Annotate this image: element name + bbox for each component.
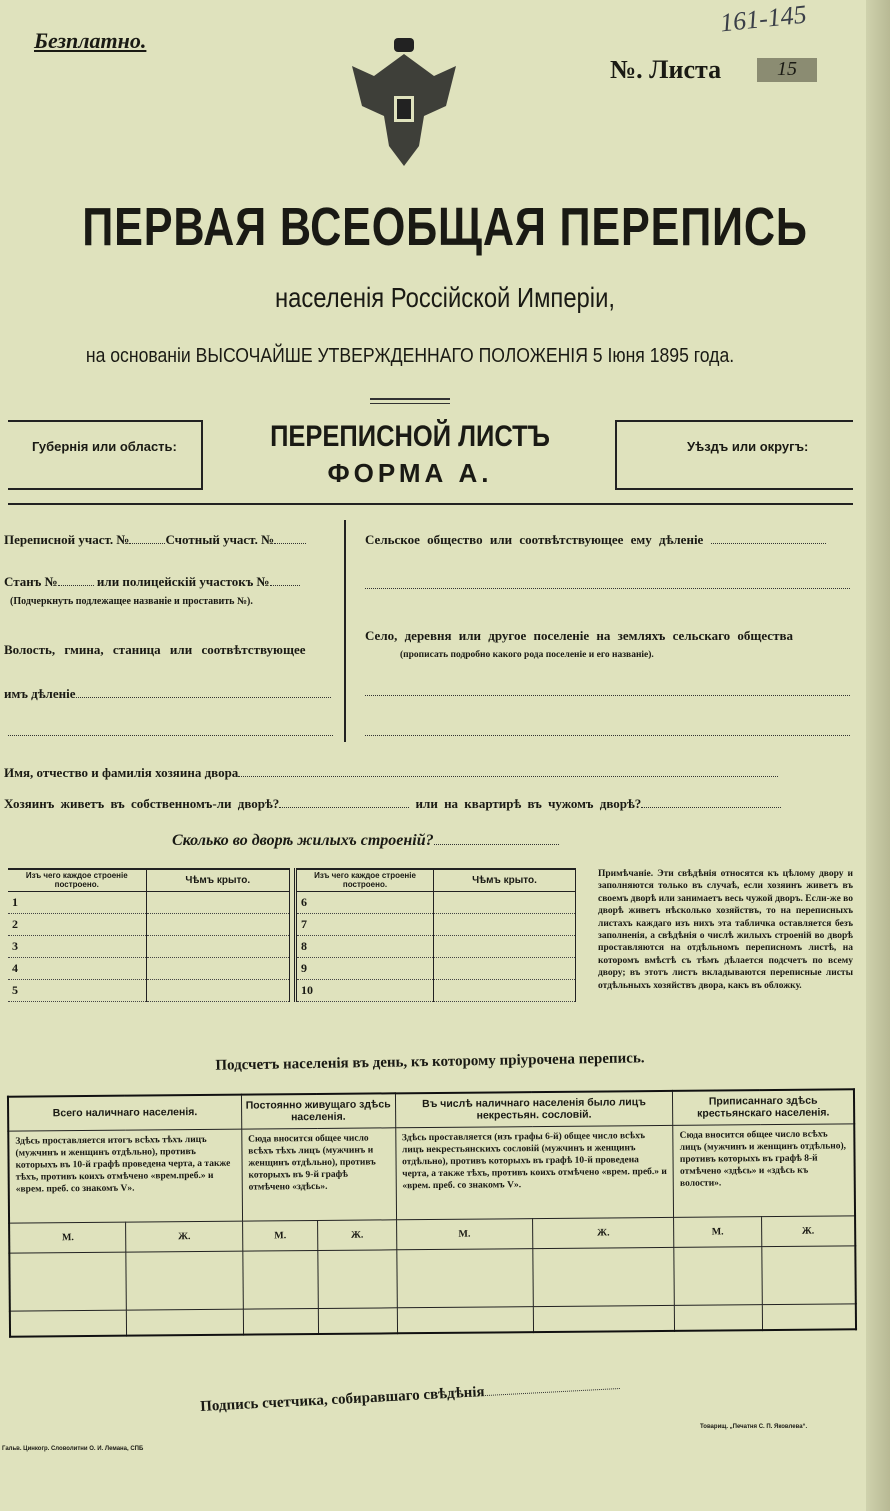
col-material: Изъ чего каждое строеніе построено. bbox=[8, 869, 146, 891]
table-row: 8 bbox=[296, 935, 576, 957]
province-box[interactable] bbox=[8, 420, 203, 490]
female-header: Ж. bbox=[533, 1217, 674, 1248]
village-label: Село, деревня или другое поселеніе на земляхъ сельскаго общества bbox=[365, 628, 793, 643]
owner-name-label: Имя, отчество и фамилія хозяина двора bbox=[4, 765, 239, 780]
col-desc: Здѣсь проставляется (изъ графы 6-й) общее число всѣхъ лицъ некрестьянскихъ сословій (мужчинъ и женщинъ отдѣльно), противъ которыхъ въ графѣ 10-й проведена черта, а также тѣхъ, противъ коихъ отмѣчено «врем. преб.» и «врем. преб. со знакомъ V». bbox=[395, 1125, 674, 1219]
page-title: ПЕРВАЯ ВСЕОБЩАЯ ПЕРЕПИСЬ bbox=[82, 197, 808, 257]
census-section-label: Переписной участ. № bbox=[4, 532, 130, 547]
police-label: или полицейскій участокъ № bbox=[96, 574, 270, 589]
volost-label: Волость, гмина, станица или соотвѣтствующее bbox=[4, 642, 306, 657]
col-permanent: Постоянно живущаго здѣсь населенія. bbox=[241, 1093, 395, 1128]
table-row: 7 bbox=[296, 913, 576, 935]
sheet-number-value: 15 bbox=[757, 58, 817, 82]
stan-label: Станъ № bbox=[4, 574, 58, 589]
table-row: 5 bbox=[8, 979, 290, 1001]
buildings-table-left bbox=[8, 868, 290, 1002]
owner-name-field[interactable] bbox=[238, 776, 778, 777]
buildings-question: Сколько во дворѣ жилыхъ строеній? bbox=[172, 832, 434, 849]
printer-left: Гальв. Цинкогр. Словолитни О. И. Лемана, СПБ bbox=[2, 1446, 144, 1452]
divider bbox=[8, 503, 853, 505]
district-label: Уѣздъ или округъ: bbox=[687, 439, 809, 454]
district-box[interactable] bbox=[615, 420, 853, 490]
female-header: Ж. bbox=[126, 1221, 243, 1252]
population-table bbox=[7, 1088, 857, 1337]
count-section-label: Счотный участ. № bbox=[165, 532, 275, 547]
population-heading: Подсчетъ населенія въ день, къ которому пріурочена перепись. bbox=[215, 1050, 645, 1074]
police-field[interactable] bbox=[270, 585, 300, 586]
buildings-table-right bbox=[294, 868, 576, 1002]
col-roof: Чѣмъ крыто. bbox=[434, 869, 576, 891]
table-row bbox=[9, 1245, 855, 1310]
table-row: 4 bbox=[8, 957, 290, 979]
col-peasant: Приписаннаго здѣсь крестьянскаго населенія. bbox=[673, 1089, 855, 1125]
census-section-field[interactable] bbox=[129, 543, 165, 544]
owner-own-yard-field[interactable] bbox=[279, 807, 409, 808]
owner-other-yard-label: или на квартирѣ въ чужомъ дворѣ? bbox=[415, 796, 642, 811]
table-row: 2 bbox=[8, 913, 290, 935]
buildings-count-field[interactable] bbox=[434, 844, 559, 845]
col-non-peasant: Въ числѣ наличнаго населенія было лицъ некрестьян. сословій. bbox=[395, 1091, 673, 1127]
table-row: 10 bbox=[296, 979, 576, 1001]
male-header: М. bbox=[9, 1222, 126, 1253]
village-note: (прописать подробно какого рода поселеніе и его названіе). bbox=[400, 650, 654, 660]
page-edge bbox=[866, 0, 890, 1511]
ornament-divider bbox=[370, 398, 450, 404]
society-line-2[interactable] bbox=[365, 588, 850, 589]
handwritten-sheet-number: 161-145 bbox=[718, 0, 808, 38]
owner-own-yard-label: Хозяинъ живетъ въ собственномъ-ли дворѣ? bbox=[4, 796, 280, 811]
col-desc: Сюда вносится общее число всѣхъ лицъ (мужчинъ и женщинъ отдѣльно), противъ которыхъ въ графѣ 8-й отмѣчено «здѣсь» и «здѣсь къ волости». bbox=[673, 1123, 855, 1217]
col-desc: Здѣсь проставляется итогъ всѣхъ тѣхъ лицъ (мужчинъ и женщинъ отдѣльно), противъ которыхъ въ 10-й графѣ проведена черта, а также тѣхъ, противъ коихъ отмѣчено «врем.преб.» и «врем. преб. со знакомъ V». bbox=[8, 1129, 242, 1223]
owner-other-yard-field[interactable] bbox=[641, 807, 781, 808]
society-label: Сельское общество или соотвѣтствующее ему дѣленіе bbox=[365, 532, 704, 547]
subtitle: населенія Россійской Имперіи, bbox=[275, 282, 615, 313]
divider bbox=[344, 520, 346, 742]
signature-field[interactable] bbox=[485, 1388, 620, 1396]
sheet-number-label: №. Листа bbox=[610, 55, 722, 84]
village-line-1[interactable] bbox=[365, 695, 850, 696]
male-header: М. bbox=[674, 1216, 762, 1247]
division-field[interactable] bbox=[76, 697, 331, 698]
male-header: М. bbox=[396, 1218, 533, 1249]
table-row: 9 bbox=[296, 957, 576, 979]
note: Примѣчаніе. Эти свѣдѣнія относятся къ цѣлому двору и заполняются только въ случаѣ, если хозяинъ живетъ въ своемъ дворѣ или занимаетъ весь чужой дворъ. Если-же во дворѣ живетъ нѣсколько хозяйствъ, то на переписныхъ листахъ каждаго изъ нихъ эта табличка оставляется безъ заполненія, а свѣдѣнія о числѣ жилыхъ строеній во дворѣ проставляются на отдѣльномъ переписномъ листѣ, на которомъ вмѣстѣ съ тѣмъ дѣлается подсчетъ по всему двору; въ этотъ листъ вкладываются переписные листы отдѣльныхъ хозяйствъ двора, какъ въ обложку. bbox=[598, 869, 853, 991]
imperial-eagle-emblem-icon bbox=[344, 36, 464, 176]
female-header: Ж. bbox=[761, 1215, 855, 1246]
free-label: Безплатно. bbox=[34, 28, 147, 53]
col-roof: Чѣмъ крыто. bbox=[146, 869, 290, 891]
col-material: Изъ чего каждое строеніе построено. bbox=[296, 869, 434, 891]
col-total: Всего наличнаго населенія. bbox=[8, 1095, 242, 1131]
male-header: М. bbox=[242, 1220, 318, 1251]
table-row: 1 bbox=[8, 891, 290, 913]
legal-basis: на основаніи ВЫСОЧАЙШЕ УТВЕРЖДЕННАГО ПОЛОЖЕНІЯ 5 Іюня 1895 года. bbox=[85, 345, 735, 367]
printer-right: Товарищ. „Печатня С. П. Яковлева“. bbox=[700, 1424, 808, 1430]
underline-note: (Подчеркнуть подлежащее названіе и проставить №). bbox=[10, 596, 253, 607]
table-row: 3 bbox=[8, 935, 290, 957]
province-label: Губернія или область: bbox=[32, 439, 177, 454]
division-label: имъ дѣленіе bbox=[4, 686, 76, 701]
female-header: Ж. bbox=[318, 1219, 396, 1250]
form-title: ПЕРЕПИСНОЙ ЛИСТЪ bbox=[270, 420, 550, 453]
table-row: 6 bbox=[296, 891, 576, 913]
col-desc: Сюда вносится общее число всѣхъ тѣхъ лицъ (мужчинъ и женщинъ отдѣльно), противъ которыхъ въ 9-й графѣ отмѣчено «здѣсь». bbox=[242, 1127, 397, 1220]
stan-field[interactable] bbox=[58, 585, 94, 586]
signature-label: Подпись счетчика, собиравшаго свѣдѣнія bbox=[199, 1384, 485, 1415]
form-name: ФОРМА А. bbox=[327, 458, 493, 488]
count-section-field[interactable] bbox=[274, 543, 306, 544]
society-field[interactable] bbox=[711, 543, 826, 544]
volost-extra-line[interactable] bbox=[8, 735, 333, 736]
village-line-2[interactable] bbox=[365, 735, 850, 736]
